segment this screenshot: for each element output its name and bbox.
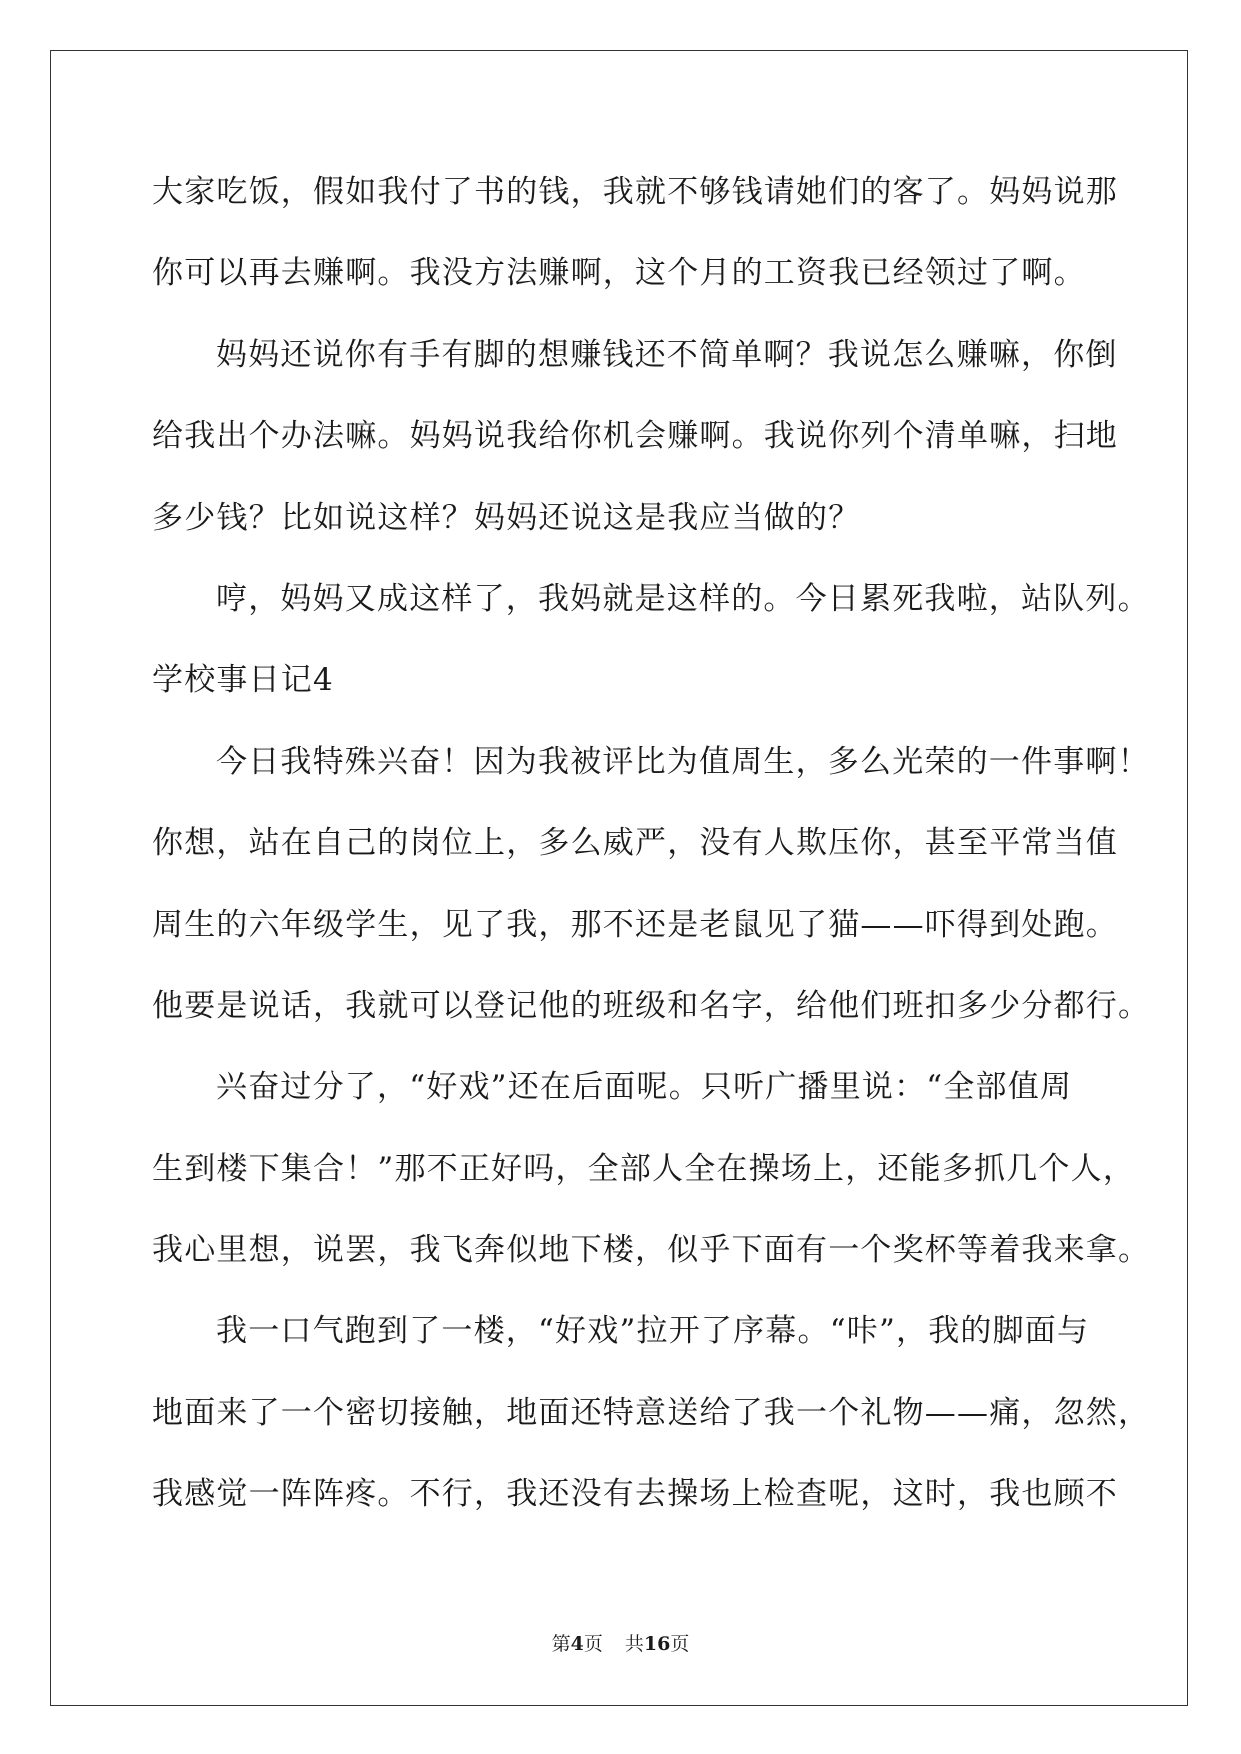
text-line: 我心里想，说罢，我飞奔似地下楼，似乎下面有一个奖杯等着我来拿。: [152, 1232, 1151, 1269]
text-line: 兴奋过分了，“好戏”还在后面呢。只听广播里说：“全部值周: [216, 1069, 1073, 1106]
text-line: 地面来了一个密切接触，地面还特意送给了我一个礼物——痛，忽然，: [152, 1394, 1151, 1431]
section-heading: 学校事日记4: [152, 662, 334, 699]
text-line: 我一口气跑到了一楼，“好戏”拉开了序幕。“咔”，我的脚面与: [216, 1313, 1090, 1350]
text-line: 你可以再去赚啊。我没方法赚啊，这个月的工资我已经领过了啊。: [152, 255, 1086, 292]
total-pages: 16: [643, 1633, 671, 1655]
text-line: 生到楼下集合！”那不正好吗，全部人全在操场上，还能多抓几个人，: [152, 1150, 1136, 1187]
page-prefix: 第: [551, 1633, 571, 1655]
text-line: 今日我特殊兴奋！因为我被评比为值周生，多么光荣的一件事啊！: [216, 743, 1150, 780]
total-prefix: 共: [624, 1633, 644, 1655]
text-line: 哼，妈妈又成这样了，我妈就是这样的。今日累死我啦，站队列。: [216, 580, 1150, 617]
page-footer: [0, 1632, 1241, 1656]
page-suffix: 页: [583, 1633, 603, 1655]
text-line: 他要是说话，我就可以登记他的班级和名字，给他们班扣多少分都行。: [152, 987, 1151, 1024]
text-line: 妈妈还说你有手有脚的想赚钱还不简单啊？我说怎么赚嘛，你倒: [216, 336, 1118, 373]
document-body: [152, 164, 1151, 1548]
text-line: 周生的六年级学生，见了我，那不还是老鼠见了猫——吓得到处跑。: [152, 906, 1118, 943]
total-suffix: 页: [670, 1633, 690, 1655]
page-number: 4: [570, 1633, 584, 1655]
text-line: 给我出个办法嘛。妈妈说我给你机会赚啊。我说你列个清单嘛，扫地: [152, 418, 1118, 455]
text-line: 多少钱？比如说这样？妈妈还说这是我应当做的？: [152, 499, 861, 536]
text-line: 大家吃饭，假如我付了书的钱，我就不够钱请她们的客了。妈妈说那: [152, 174, 1118, 210]
text-line: 我感觉一阵阵疼。不行，我还没有去操场上检查呢，这时，我也顾不: [152, 1476, 1118, 1513]
text-line: 你想，站在自己的岗位上，多么威严，没有人欺压你，甚至平常当值: [152, 825, 1118, 862]
